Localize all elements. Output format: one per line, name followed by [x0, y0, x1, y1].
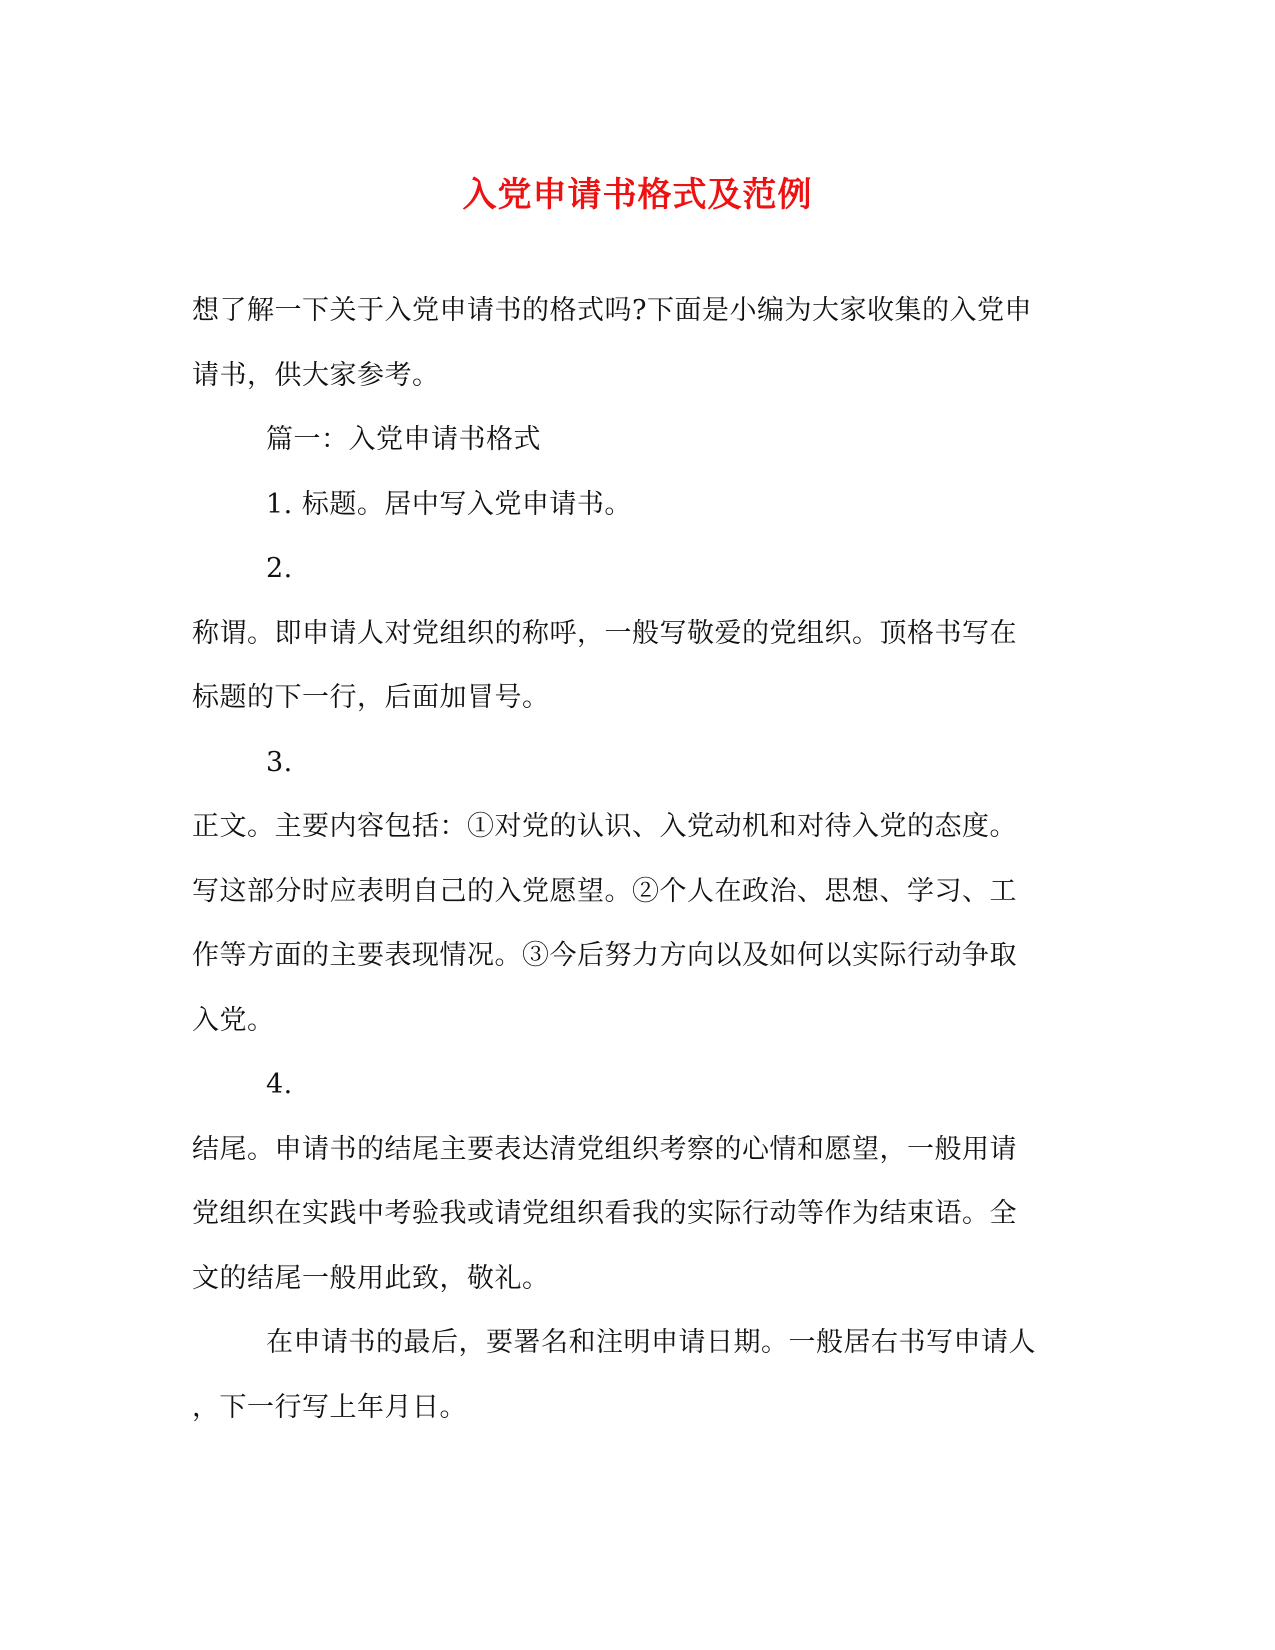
body-line: 3. [266, 746, 293, 778]
body-line: 作等方面的主要表现情况。③今后努力方向以及如何以实际行动争取 [192, 940, 1017, 971]
body-line: 2. [266, 553, 293, 584]
body-line: 想了解一下关于入党申请书的格式吗?下面是小编为大家收集的入党申 [192, 295, 1032, 326]
body-line: 党组织在实践中考验我或请党组织看我的实际行动等作为结束语。全 [192, 1198, 1017, 1229]
body-line: 入党。 [192, 1004, 275, 1036]
body-line: 1. 标题。居中写入党申请书。 [266, 488, 632, 520]
body-line: 标题的下一行，后面加冒号。 [192, 682, 550, 713]
body-line: 篇一：入党申请书格式 [266, 424, 541, 455]
body-line: 结尾。申请书的结尾主要表达清党组织考察的心情和愿望，一般用请 [192, 1133, 1017, 1165]
body-line: 文的结尾一般用此致，敬礼。 [192, 1262, 550, 1294]
body-line: 称谓。即申请人对党组织的称呼，一般写敬爱的党组织。顶格书写在 [192, 617, 1017, 649]
body-line: 写这部分时应表明自己的入党愿望。②个人在政治、思想、学习、工 [192, 875, 1017, 907]
body-line: 在申请书的最后，要署名和注明申请日期。一般居右书写申请人 [266, 1327, 1036, 1358]
body-line: ，下一行写上年月日。 [192, 1391, 467, 1423]
body-line: 正文。主要内容包括：①对党的认识、入党动机和对待入党的态度。 [192, 811, 1017, 842]
body-line: 请书，供大家参考。 [192, 359, 440, 391]
body-line: 4. [266, 1069, 293, 1100]
document-title: 入党申请书格式及范例 [462, 175, 813, 215]
document-body [192, 279, 1087, 1440]
